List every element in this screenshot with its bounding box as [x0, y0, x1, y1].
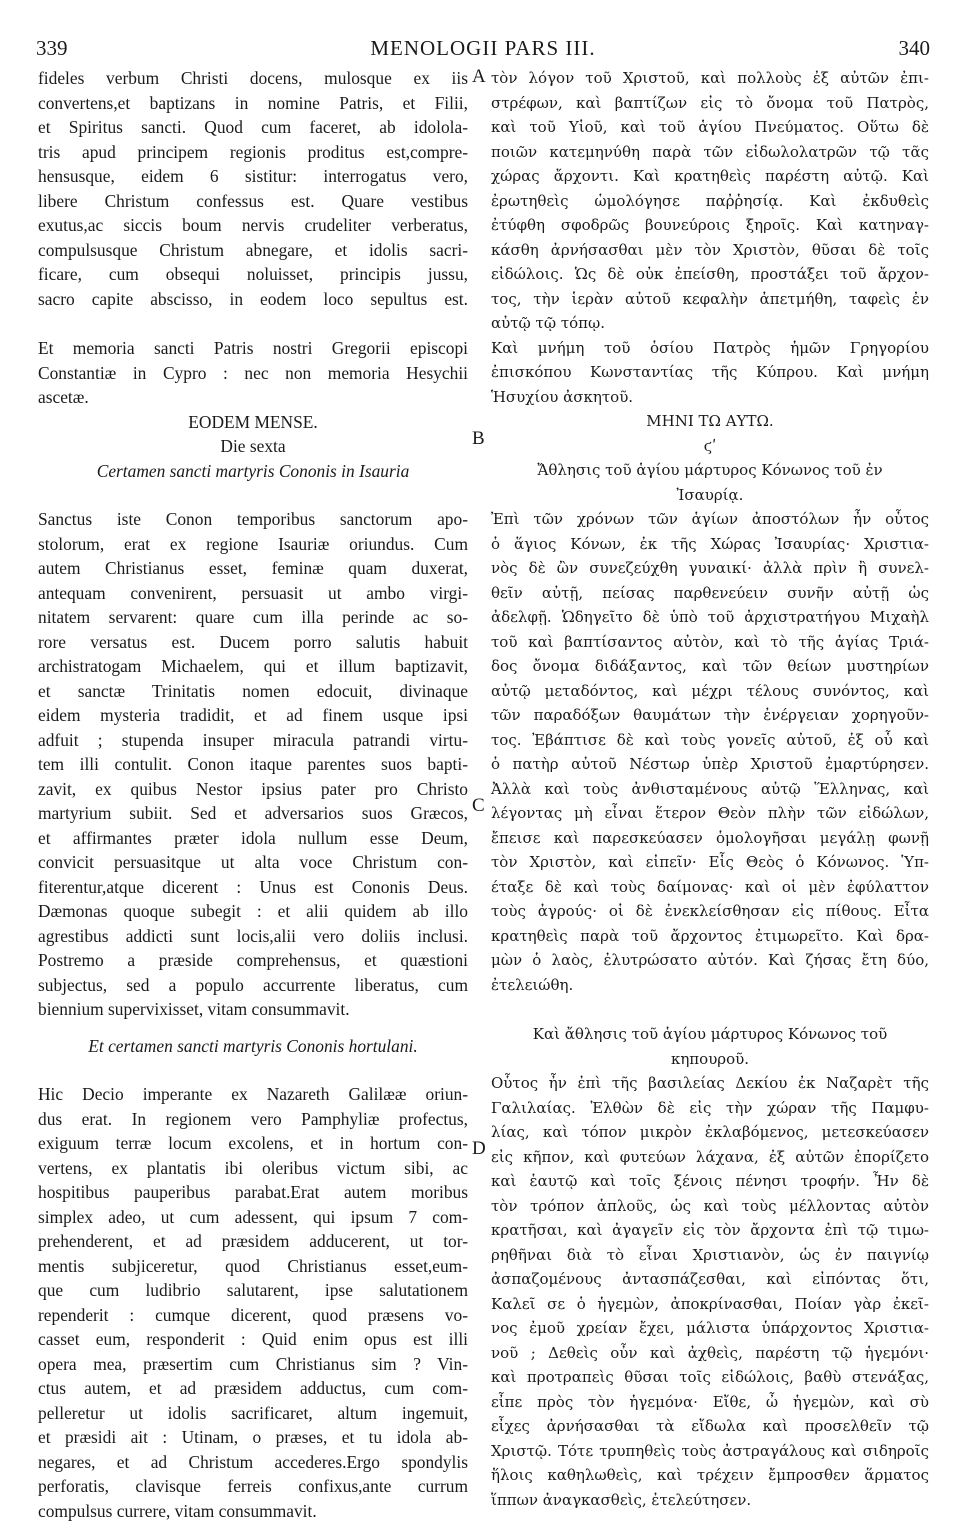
greek-line: νος ἐμοῦ χρείαν ἔχει, μάλιστα ὑπάρχοντος Χριστια-: [491, 1319, 929, 1337]
greek-line: δος ὄνομα διδάξαντος, καὶ τῶν θείων μυστηρίων: [491, 657, 929, 675]
page-number-left: 339: [36, 36, 68, 60]
greek-line: αὐτῷ μεταδόντος, καὶ μέχρι τέλους συνόντος, καὶ: [491, 681, 929, 700]
latin-line: Hic Decio imperante ex Nazareth Galilææ oriun-: [38, 1084, 468, 1104]
greek-line: ἔπεισε καὶ παρεσκεύασεν ὁμολογῆσαι μεγάλῃ φωνῇ: [491, 828, 929, 847]
latin-line: tris apud principem regionis proditus est,compre-: [38, 141, 468, 162]
greek-month-heading: ΜΗΝΙ ΤΩ ΑΥΤΩ.: [646, 412, 774, 430]
latin-line: compulsusque Christum abnegare, et idolis sacri-: [38, 239, 468, 260]
greek-section-title-1: Ἄθλησις τοῦ ἁγίου μάρτυρος Κόνωνος τοῦ ἐν: [537, 461, 883, 479]
greek-line: ἵππων ἀναγκασθεὶς, ἐτελεύτησεν.: [491, 1490, 752, 1509]
latin-line: fiterentur,atque dicerent : Unus est Cononis Deus.: [38, 876, 468, 897]
greek-section-title-2: Καὶ ἄθλησις τοῦ ἁγίου μάρτυρος Κόνωνος τοῦ: [532, 1025, 888, 1043]
latin-line: Et memoria sancti Patris nostri Gregorii episcopi: [38, 338, 468, 358]
greek-line: κρατηθεὶς παρὰ τοῦ ἄρχοντος ἐτιμωρεῖτο. Καὶ δρα-: [491, 926, 929, 945]
latin-line: opera mea, præsertim cum Christianus sim ? Vin-: [38, 1353, 468, 1374]
greek-line: ἀσπαζομένους ἀντασπάζεσθαι, καὶ εἰπόντας ὅτι,: [491, 1270, 929, 1288]
latin-line: adfuit ; stupenda insuper miracula patrandi virtu-: [38, 729, 468, 750]
latin-line: fideles verbum Christi docens, mulosque ex iis: [38, 68, 468, 88]
greek-line: ἐτελειώθη.: [491, 975, 574, 994]
latin-line: sacro capite abscisso, in eodem loco sepultus est.: [38, 288, 468, 309]
greek-line: τος. Ἐβάπτισε δὲ καὶ τοὺς γονεῖς αὐτοῦ, ἐξ οὗ καὶ: [491, 730, 929, 749]
latin-line: zavit, ex quibus Nestor ipsius pater pro Christo: [38, 778, 468, 799]
latin-line: rore versatus est. Ducem porro salutis habuit: [38, 631, 468, 652]
latin-line: dus erat. In regionem vero Pamphyliæ profectus,: [38, 1108, 468, 1129]
greek-line: Ἐπὶ τῶν χρόνων τῶν ἁγίων ἀποστόλων ἦν οὗτος: [491, 510, 929, 528]
latin-line: casset eum, responderit : Quid enim opus est illi: [38, 1329, 468, 1349]
latin-month-heading: EODEM MENSE.: [188, 411, 318, 432]
latin-section-title-1: Certamen sancti martyris Cononis in Isauria: [96, 460, 410, 481]
latin-line: exutus,ac siccis boum nervis crudeliter verberatus,: [38, 215, 468, 235]
margin-marker-d: D: [472, 1138, 486, 1159]
greek-line: στρέφων, καὶ βαπτίζων εἰς τὸ ὄνομα τοῦ Πατρὸς,: [491, 93, 929, 112]
latin-line: prehenderent, et ad præsidem adducerent, ut tor-: [38, 1231, 468, 1251]
latin-day-heading: Die sexta: [220, 436, 286, 456]
page-number-right: 340: [898, 36, 930, 60]
greek-line: ρηθῆναι διὰ τὸ εἶναι Χριστιανὸν, ὡς ἐν παιγνίῳ: [491, 1245, 929, 1264]
greek-line: ἥλοις καθηλωθεὶς, καὶ τρέχειν ἔμπροσθεν ἅρματος: [491, 1466, 929, 1484]
latin-line: stolorum, erat ex regione Isauriæ oriundus. Cum: [38, 533, 468, 554]
latin-line: ascetæ.: [38, 387, 89, 407]
latin-line: tem illi contulit. Conon itaque parentes suos bapti-: [38, 754, 468, 774]
latin-line: agrestibus addicti sunt locis,alii vero doliis inclusi.: [38, 925, 468, 946]
latin-line: rependerit : cumque dicerent, quod præsens vo-: [38, 1304, 468, 1325]
greek-line: τοὺς ἀγρούς· οἱ δὲ ἐνεκλείσθησαν εἰς πίθους. Εἶτα: [491, 902, 929, 920]
latin-line: Constantiæ in Cypro : nec non memoria Hesychii: [38, 362, 468, 383]
latin-line: nitatem servarent: quare cum illa perinde ac so-: [38, 607, 468, 627]
greek-line: Καὶ μνήμη τοῦ ὁσίου Πατρὸς ἡμῶν Γρηγορίου: [491, 338, 929, 357]
latin-line: et Spiritus sancti. Quod cum faceret, ab idolola-: [38, 117, 468, 137]
latin-line: archistratogam Michaelem, qui et illum baptizavit,: [38, 656, 468, 676]
latin-line: vertens, ex plantatis ibi oleribus victum sibi, ac: [38, 1157, 468, 1178]
latin-line: Postremo a præside comprehensus, et quæstioni: [38, 950, 468, 970]
greek-line: εἰς κῆπον, καὶ φυτεύων λάχανα, ἐξ αὐτῶν ἐπορίζετο: [491, 1147, 929, 1166]
greek-line: Ἡσυχίου ἀσκητοῦ.: [491, 387, 634, 406]
greek-line: ποιῶν κατεμηνύθη παρὰ τῶν εἰδωλολατρῶν τῷ τᾶς: [491, 142, 929, 161]
greek-line: τὸν Χριστὸν, καὶ εἰπεῖν· Εἷς Θεὸς ὁ Κόνωνος. Ὑπ-: [491, 853, 929, 871]
greek-line: ἐτύφθη σφοδρῶς βουνεύροις ξηροῖς. Καὶ κατηναγ-: [491, 216, 929, 234]
latin-line: antequam convenirent, persuasit ut ambo virgi-: [38, 582, 468, 603]
greek-line: κάσθη ἀρνήσασθαι μὲν τὸν Χριστὸν, θῦσαι δὲ τοῖς: [491, 240, 929, 259]
greek-line: αὐτῷ τῷ τόπῳ.: [491, 314, 606, 332]
latin-line: pelleretur ut idolis sacrificaret, altum ingemuit,: [38, 1402, 468, 1423]
latin-line: et sanctæ Trinitatis nomen edocuit, divinaque: [38, 680, 468, 701]
greek-line: καὶ τοῦ Υἱοῦ, καὶ τοῦ ἁγίου Πνεύματος. Οὕτω δὲ: [491, 118, 929, 136]
greek-line: εἶχες ἀρνήσασθαι τὰ εἴδωλα καὶ προσελθεῖν τῷ: [491, 1417, 929, 1435]
margin-marker-b: B: [472, 428, 485, 449]
greek-line: ἐπισκόπου Κωνσταντίας τῆς Κύπρου. Καὶ μνήμη: [491, 363, 929, 381]
greek-line: εἶπε πρὸς τὸν ἡγεμόνα· Εἴθε, ὦ ἡγεμὼν, καὶ σὺ: [491, 1392, 929, 1411]
latin-line: et affirmantes præter idola nullum esse Deum,: [38, 827, 468, 848]
greek-line: νὸς δὲ ὢν συνεζεύχθη γυναικί· ἀλλὰ πρὶν ἢ συνελ-: [491, 559, 929, 577]
greek-line: λίας, καὶ τόπον μικρὸν ἐκλαβόμενος, μετεσκεύασεν: [491, 1123, 929, 1141]
greek-line: νοῦ ; Δεθεὶς οὖν καὶ ἀχθεὶς, παρέστη τῷ ἡγεμόνι·: [491, 1343, 929, 1362]
greek-line: Οὗτος ἦν ἐπὶ τῆς βασιλείας Δεκίου ἐκ Ναζαρὲτ τῆς: [491, 1074, 929, 1092]
latin-line: hensusque, eidem 6 sistitur: interrogatus vero,: [38, 166, 468, 186]
latin-line: que cum ludibrio salutarent, ipse salutationem: [38, 1280, 468, 1300]
greek-line: τῶν παραδόξων θαυμάτων τὴν ἐνέργειαν χορηγοῦν-: [491, 706, 929, 724]
latin-line: mentis subjiceretur, quod Christianus esset,eum-: [38, 1255, 468, 1276]
latin-line: simplex adeo, ut cum adessent, qui ipsum 7 com-: [38, 1206, 468, 1227]
latin-line: exiguum terræ locum excolens, et in hortum con-: [38, 1133, 468, 1153]
greek-line: Γαλιλαίας. Ἐλθὼν δὲ εἰς τὴν χώραν τῆς Παμφυ-: [491, 1098, 929, 1117]
greek-line: Χριστῷ. Τότε τρυπηθεὶς τοὺς ἀστραγάλους καὶ σιδηροῖς: [491, 1441, 929, 1460]
latin-column: [38, 66, 468, 1523]
margin-marker-a: A: [472, 66, 486, 87]
latin-line: ctus autem, et ad præsidem adductus, cum com-: [38, 1378, 468, 1398]
greek-line: τὸν λόγον τοῦ Χριστοῦ, καὶ πολλοὺς ἐξ αὐτῶν ἐπι-: [491, 69, 929, 87]
latin-section-title-2: Et certamen sancti martyris Cononis hortulani.: [88, 1035, 418, 1056]
latin-line: martyrium subiit. Sed et adversarios suos Græcos,: [38, 803, 468, 823]
latin-line: Sanctus iste Conon temporibus sanctorum apo-: [38, 509, 468, 529]
greek-line: τοῦ καὶ βαπτίσαντος αὐτὸν, καὶ τὸ τῆς ἁγίας Τριά-: [491, 632, 929, 651]
greek-line: εἰδώλοις. Ὡς δὲ οὐκ ἐπείσθη, προστάξει τοῦ ἄρχον-: [491, 265, 929, 283]
latin-line: negares, et ad Christum accederes.Ergo spondylis: [38, 1451, 468, 1472]
greek-line: καὶ προτραπεὶς θῦσαι τοῖς εἰδώλοις, βαθὺ στενάξας,: [491, 1368, 929, 1386]
page-header: [36, 36, 930, 62]
greek-line: ὁ πατὴρ αὐτοῦ Νέστωρ ὑπὲρ Χριστοῦ ἐμαρτύρησεν.: [491, 755, 929, 773]
greek-line: μὼν ὁ λαὸς, ἐλυτρώσατο αὐτόν. Καὶ ζήσας ἔτη δύο,: [491, 951, 929, 969]
latin-line: et præsidi ait : Utinam, o præses, et tu idola ab-: [38, 1427, 468, 1447]
latin-line: subjectus, sed a populo accurrente liberatus, cum: [38, 974, 468, 995]
latin-line: convertens,et baptizans in nomine Patris, et Filii,: [38, 92, 468, 113]
latin-line: libere Christum confessus est. Quare vestibus: [38, 190, 468, 211]
greek-line: τος, τὴν ἱερὰν αὐτοῦ κεφαλὴν ἀπετμήθη, ταφεὶς ἐν: [491, 289, 929, 308]
margin-marker-c: C: [472, 795, 485, 816]
greek-line: ὁ ἅγιος Κόνων, ἐκ τῆς Χώρας Ἰσαυρίας· Χριστια-: [491, 534, 929, 553]
greek-line: χώρας ἄρχοντι. Καὶ κρατηθεὶς παρέστη αὐτῷ. Καὶ: [491, 167, 929, 185]
greek-line: λέγοντας μὴ εἶναι ἕτερον Θεὸν πλὴν τῶν εἰδώλων,: [491, 804, 929, 822]
latin-line: convicit persuasitque ut alta voce Christum con-: [38, 852, 468, 872]
greek-line: κρατῆσαι, καὶ ἀγαγεῖν εἰς τὸν ἄρχοντα ἐπὶ τῷ τιμω-: [491, 1221, 929, 1239]
greek-line: ἐρωτηθεὶς ὡμολόγησε παῤῥησίᾳ. Καὶ ἐκδυθεὶς: [491, 191, 929, 210]
greek-section-title-1-cont: Ἰσαυρίᾳ.: [676, 485, 744, 504]
latin-line: compulsus currere, vitam consummavit.: [38, 1500, 317, 1521]
greek-day-heading: ϛʹ: [703, 436, 717, 455]
greek-line: θεῖν αὐτῇ, πείσας παρθενεύειν συνῆν αὐτῇ ὡς: [491, 583, 929, 602]
latin-line: Dæmonas quoque subegit : et alii quidem ab illo: [38, 901, 468, 921]
greek-line: τὸν τρόπον ἁπλοῦς, ὡς καὶ τοὺς μέλλοντας αὐτὸν: [491, 1196, 929, 1215]
latin-line: biennium supervixisset, vitam consummavit.: [38, 999, 350, 1019]
latin-line: eidem mysteria tradidit, et ad finem usque ipsi: [38, 705, 468, 725]
latin-line: autem Christianus esset, feminæ quam duxerat,: [38, 558, 468, 578]
latin-line: perforatis, clavisque ferreis confixus,ante currum: [38, 1476, 468, 1496]
greek-line: Ἀλλὰ καὶ τοὺς ἀνθισταμένους αὐτῷ Ἕλληνας, καὶ: [491, 779, 929, 798]
latin-line: hospitibus pauperibus parabat.Erat autem moribus: [38, 1182, 468, 1202]
greek-line: Καλεῖ σε ὁ ἡγεμὼν, ἀποκρίνασθαι, Ποίαν γὰρ ἐκεῖ-: [491, 1294, 929, 1313]
greek-line: καὶ ἑαυτῷ καὶ τοῖς ξένοις πένησι τροφήν. Ἦν δὲ: [491, 1172, 929, 1190]
greek-column: [491, 66, 929, 1512]
greek-line: έταξε δὲ καὶ τοὺς δαίμονας· καὶ οἱ μὲν ἐφύλαττον: [491, 877, 929, 896]
latin-line: ficare, cum obsequi noluisset, principis jussu,: [38, 264, 468, 284]
greek-line: ἀδελφῇ. Ὡδηγεῖτο δὲ ὑπὸ τοῦ ἀρχιστρατήγου Μιχαὴλ: [491, 608, 929, 626]
greek-section-title-2-cont: κηπουροῦ.: [670, 1049, 750, 1068]
running-title: MENOLOGII PARS III.: [370, 36, 596, 60]
